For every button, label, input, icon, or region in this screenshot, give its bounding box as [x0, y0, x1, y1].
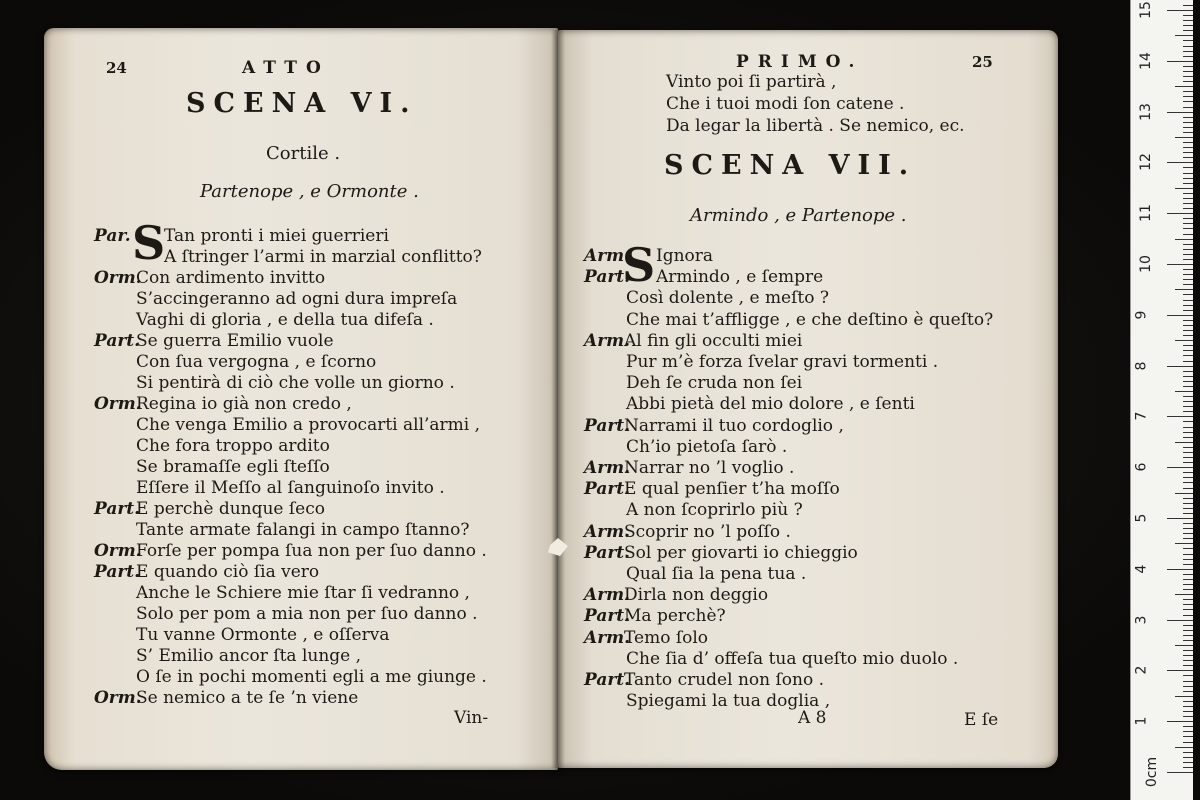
right-line: Scoprir no ’l poſſo . [624, 521, 791, 542]
ruler-tick [1183, 437, 1193, 438]
ruler-tick [1175, 86, 1193, 87]
ruler-tick [1183, 599, 1193, 600]
right-top-line: Che i tuoi modi ſon catene . [666, 94, 905, 114]
ruler-tick [1183, 15, 1193, 16]
ruler-tick [1183, 249, 1193, 250]
left-line: Regina io già non credo , [136, 394, 352, 414]
ruler-tick [1183, 269, 1193, 270]
ruler-tick [1183, 482, 1193, 483]
right-speaker: Part. [584, 267, 631, 288]
ruler-tick [1183, 20, 1193, 21]
ruler-tick [1183, 117, 1193, 118]
ruler-tick [1167, 569, 1193, 570]
ruler-tick [1183, 40, 1193, 41]
ruler-tick [1183, 472, 1193, 473]
ruler-tick [1183, 167, 1193, 168]
ruler-tick [1183, 660, 1193, 661]
ruler-number: 8 [1133, 361, 1150, 371]
ruler-tick [1183, 681, 1193, 682]
ruler-tick [1183, 173, 1193, 174]
ruler-tick [1183, 462, 1193, 463]
ruler-tick [1183, 691, 1193, 692]
ruler-tick [1183, 706, 1193, 707]
ruler-tick [1183, 513, 1193, 514]
ruler-tick [1183, 396, 1193, 397]
ruler-tick [1183, 477, 1193, 478]
left-speaker: Orm. [94, 688, 142, 708]
left-speaker: Orm. [94, 268, 142, 288]
ruler-tick [1183, 432, 1193, 433]
ruler-tick [1183, 675, 1193, 676]
left-line: Che fora troppo ardito [136, 436, 330, 456]
ruler-tick [1183, 640, 1193, 641]
left-scene-title: SCENA VI. [186, 88, 418, 119]
ruler-tick [1175, 391, 1193, 392]
ruler-tick [1183, 665, 1193, 666]
ruler-tick [1183, 350, 1193, 351]
right-line: Così dolente , e meſto ? [626, 288, 829, 309]
ruler-tick [1183, 655, 1193, 656]
ruler-tick [1183, 609, 1193, 610]
left-line: Se guerra Emilio vuole [136, 331, 334, 351]
ruler-tick [1183, 274, 1193, 275]
left-line: Vaghi di gloria , e della tua difeſa . [136, 310, 434, 330]
ruler-tick [1183, 223, 1193, 224]
right-top-line: Vinto poi ſi partirà , [666, 72, 837, 92]
ruler-tick [1183, 198, 1193, 199]
left-setting: Cortile . [266, 143, 341, 164]
ruler-tick [1183, 711, 1193, 712]
ruler-tick [1175, 747, 1193, 748]
ruler-tick [1183, 726, 1193, 727]
ruler-tick [1183, 376, 1193, 377]
ruler-number: 10 [1137, 255, 1154, 273]
right-line: Pur m’è forza ſvelar gravi tormenti . [626, 352, 939, 372]
ruler-tick [1183, 330, 1193, 331]
ruler-tick [1183, 279, 1193, 280]
ruler-tick [1183, 254, 1193, 255]
right-line: Narrami il tuo cordoglio , [624, 415, 844, 436]
right-page-number: 25 [972, 53, 993, 71]
ruler-tick [1183, 528, 1193, 529]
right-speaker: Arm. [584, 330, 631, 351]
ruler-tick [1167, 366, 1193, 367]
ruler-tick [1183, 127, 1193, 128]
ruler-number: 13 [1137, 102, 1154, 121]
left-line: Anche le Schiere mie ſtar ſi vedranno , [136, 583, 470, 603]
ruler-number: 0cm [1144, 756, 1161, 788]
ruler-tick [1183, 447, 1193, 448]
ruler-tick [1183, 335, 1193, 336]
ruler-tick [1183, 218, 1193, 219]
right-speaker: Part. [584, 415, 631, 436]
left-line: Eſſere il Meſſo al ſanguinoſo invito . [136, 478, 445, 498]
ruler-tick [1183, 51, 1193, 52]
left-line: Tan pronti i miei guerrieri [164, 226, 389, 246]
ruler-tick [1175, 137, 1193, 138]
right-line: Armindo , e ſempre [656, 267, 824, 288]
ruler-tick [1183, 604, 1193, 605]
left-line: Solo per pom a mia non per ſuo danno . [136, 604, 478, 624]
right-line: Che mai t’affligge , e che deſtino è queſto? [626, 309, 994, 330]
ruler-tick [1183, 762, 1193, 763]
ruler-tick [1183, 152, 1193, 153]
ruler-tick [1183, 157, 1193, 158]
ruler-tick [1183, 523, 1193, 524]
right-running-head: PRIMO. [736, 52, 864, 72]
ruler-tick [1175, 239, 1193, 240]
ruler-tick [1175, 493, 1193, 494]
right-line: Temo ſolo [624, 627, 709, 648]
ruler-tick [1183, 91, 1193, 92]
ruler-tick [1167, 162, 1193, 163]
ruler-tick [1183, 305, 1193, 306]
ruler-number: 15 [1137, 1, 1154, 19]
ruler-tick [1183, 625, 1193, 626]
ruler-tick [1183, 320, 1193, 321]
left-dropcap: S [132, 216, 166, 270]
ruler-tick [1183, 533, 1193, 534]
ruler-tick [1167, 721, 1193, 722]
right-speaker: Arm. [584, 585, 631, 606]
ruler-tick [1183, 650, 1193, 651]
ruler-tick [1183, 406, 1193, 407]
ruler-tick [1167, 772, 1193, 773]
ruler-number: 12 [1137, 153, 1154, 172]
ruler-tick [1183, 559, 1193, 560]
ruler-number: 7 [1133, 411, 1150, 421]
ruler-tick [1183, 635, 1193, 636]
right-scene-title: SCENA VII. [664, 150, 917, 181]
right-catchword: E ſe [964, 710, 999, 730]
left-line: S’accingeranno ad ogni dura impreſa [136, 289, 458, 309]
ruler-tick [1183, 234, 1193, 235]
right-speaker: Part. [584, 670, 631, 690]
ruler-tick [1183, 686, 1193, 687]
ruler-tick [1183, 579, 1193, 580]
ruler-tick [1183, 325, 1193, 326]
right-line: Tanto crudel non ſono . [624, 670, 825, 690]
ruler-tick [1183, 752, 1193, 753]
ruler-number: 2 [1133, 665, 1150, 675]
ruler-tick [1183, 538, 1193, 539]
left-running-head: ATTO [242, 58, 330, 78]
ruler-tick [1183, 107, 1193, 108]
right-line: Narrar no ’l voglio . [624, 458, 795, 478]
ruler-tick [1183, 208, 1193, 209]
book-gutter [551, 30, 565, 768]
measuring-ruler [1130, 0, 1193, 800]
ruler-tick [1183, 76, 1193, 77]
left-line: Che venga Emilio a provocarti all’armi , [136, 415, 481, 435]
ruler-tick [1183, 371, 1193, 372]
ruler-tick [1183, 147, 1193, 148]
ruler-tick [1183, 564, 1193, 565]
right-line: E qual penſier t’ha moſſo [624, 479, 840, 500]
right-persons: Armindo , e Partenope . [690, 205, 907, 226]
ruler-tick [1183, 355, 1193, 356]
ruler-tick [1175, 340, 1193, 341]
right-line: Spiegami la tua doglia , [626, 691, 831, 712]
left-line: Tante armate falangi in campo ſtanno? [136, 520, 470, 540]
right-line: Ma perchè? [624, 606, 726, 627]
ruler-tick [1183, 56, 1193, 57]
ruler-number: 3 [1133, 615, 1150, 625]
ruler-tick [1183, 457, 1193, 458]
right-line: Sol per giovarti io chieggio [624, 542, 858, 563]
ruler-tick [1183, 498, 1193, 499]
ruler-tick [1183, 244, 1193, 245]
ruler-tick [1183, 736, 1193, 737]
ruler-tick [1183, 71, 1193, 72]
ruler-tick [1183, 284, 1193, 285]
ruler-tick [1175, 188, 1193, 189]
ruler-tick [1167, 213, 1193, 214]
right-top-line: Da legar la libertà . Se nemico, ec. [666, 116, 965, 136]
ruler-tick [1183, 554, 1193, 555]
ruler-tick [1167, 264, 1193, 265]
ruler-tick [1183, 386, 1193, 387]
ruler-tick [1183, 411, 1193, 412]
left-line: E perchè dunque ſeco [136, 499, 326, 519]
ruler-tick [1167, 670, 1193, 671]
left-line: Forſe per pompa ſua non per ſuo danno . [136, 541, 487, 561]
ruler-tick [1183, 427, 1193, 428]
ruler-number: 6 [1133, 462, 1150, 472]
right-speaker: Arm. [584, 521, 631, 542]
right-line: A non ſcoprirlo più ? [626, 500, 803, 521]
ruler-tick [1183, 508, 1193, 509]
ruler-tick [1167, 518, 1193, 519]
ruler-tick [1183, 142, 1193, 143]
ruler-tick [1183, 548, 1193, 549]
ruler-tick [1183, 716, 1193, 717]
left-line: S’ Emilio ancor ſta lunge , [136, 646, 362, 666]
right-speaker: Arm. [584, 246, 631, 266]
ruler-tick [1183, 345, 1193, 346]
left-catchword: Vin- [454, 708, 489, 728]
right-page [558, 30, 1058, 768]
ruler-tick [1167, 467, 1193, 468]
right-line: Abbi pietà del mio dolore , e ſenti [626, 394, 915, 415]
ruler-tick [1183, 630, 1193, 631]
ruler-number: 9 [1133, 310, 1150, 320]
left-line: O ſe in pochi momenti egli a me giunge . [136, 667, 487, 687]
right-dropcap: S [622, 238, 656, 292]
ruler-tick [1183, 757, 1193, 758]
left-line: Se nemico a te ſe ’n viene [136, 688, 359, 708]
ruler-tick [1183, 584, 1193, 585]
ruler-tick [1183, 767, 1193, 768]
ruler-tick [1183, 361, 1193, 362]
ruler-tick [1183, 381, 1193, 382]
ruler-tick [1175, 543, 1193, 544]
right-line: Deh ſe cruda non ſei [626, 373, 803, 394]
ruler-tick [1167, 10, 1193, 11]
left-line: Se bramaſſe egli ſteſſo [136, 457, 330, 477]
ruler-tick [1183, 5, 1193, 6]
ruler-tick [1183, 178, 1193, 179]
ruler-tick [1183, 300, 1193, 301]
ruler-tick [1183, 503, 1193, 504]
ruler-tick [1183, 132, 1193, 133]
ruler-number: 1 [1133, 716, 1150, 726]
left-speaker: Part. [94, 562, 141, 582]
ruler-tick [1183, 488, 1193, 489]
ruler-tick [1167, 416, 1193, 417]
ruler-tick [1183, 742, 1193, 743]
ruler-tick [1183, 731, 1193, 732]
right-signature: A 8 [798, 708, 827, 728]
ruler-tick [1183, 25, 1193, 26]
ruler-tick [1183, 203, 1193, 204]
ruler-tick [1183, 101, 1193, 102]
left-speaker: Par. [94, 226, 131, 246]
ruler-tick [1175, 35, 1193, 36]
left-persons: Partenope , e Ormonte . [200, 181, 419, 202]
right-speaker: Part. [584, 606, 631, 627]
left-speaker: Part. [94, 499, 141, 519]
ruler-tick [1183, 452, 1193, 453]
ruler-number: 5 [1133, 513, 1150, 523]
left-speaker: Orm. [94, 541, 142, 561]
left-speaker: Part. [94, 331, 141, 351]
left-page [44, 28, 558, 770]
ruler-number: 11 [1137, 204, 1154, 223]
ruler-number: 4 [1133, 564, 1150, 574]
ruler-tick [1183, 701, 1193, 702]
ruler-tick [1183, 259, 1193, 260]
right-speaker: Part. [584, 542, 631, 563]
right-speaker: Arm. [584, 458, 631, 478]
ruler-tick [1183, 294, 1193, 295]
right-line: Ignora [656, 246, 714, 266]
ruler-tick [1183, 228, 1193, 229]
ruler-tick [1183, 46, 1193, 47]
right-speaker: Arm. [584, 627, 631, 648]
ruler-tick [1183, 574, 1193, 575]
ruler-tick [1175, 696, 1193, 697]
ruler-tick [1175, 594, 1193, 595]
ruler-tick [1167, 620, 1193, 621]
ruler-tick [1167, 112, 1193, 113]
right-line: Dirla non deggio [624, 585, 769, 606]
ruler-tick [1175, 289, 1193, 290]
right-line: Che ſia d’ offeſa tua queſto mio duolo . [626, 648, 959, 669]
ruler-tick [1183, 183, 1193, 184]
left-line: Si pentirà di ciò che volle un giorno . [136, 373, 455, 393]
ruler-tick [1183, 615, 1193, 616]
left-speaker: Orm. [94, 394, 142, 414]
ruler-tick [1183, 66, 1193, 67]
ruler-tick [1183, 589, 1193, 590]
ruler-tick [1183, 81, 1193, 82]
ruler-tick [1183, 401, 1193, 402]
right-line: Ch’io pietoſa ſarò . [626, 436, 788, 457]
ruler-tick [1183, 96, 1193, 97]
ruler-tick [1183, 30, 1193, 31]
ruler-tick [1183, 421, 1193, 422]
left-line: Tu vanne Ormonte , e oſſerva [136, 625, 390, 645]
right-line: Qual ſia la pena tua . [626, 564, 807, 584]
ruler-tick [1183, 193, 1193, 194]
ruler-tick [1183, 310, 1193, 311]
right-line: Al fin gli occulti miei [624, 330, 803, 351]
ruler-tick [1167, 315, 1193, 316]
left-line: Con ardimento invitto [136, 268, 326, 288]
left-page-number: 24 [106, 59, 127, 77]
ruler-tick [1183, 122, 1193, 123]
left-line: Con ſua vergogna , e ſcorno [136, 352, 377, 372]
ruler-number: 14 [1137, 51, 1154, 70]
right-speaker: Part. [584, 479, 631, 500]
ruler-tick [1175, 442, 1193, 443]
ruler-tick [1167, 61, 1193, 62]
left-line: A ſtringer l’armi in marzial conflitto? [164, 247, 482, 267]
ruler-tick [1175, 645, 1193, 646]
left-line: E quando ciò ſia vero [136, 562, 320, 582]
